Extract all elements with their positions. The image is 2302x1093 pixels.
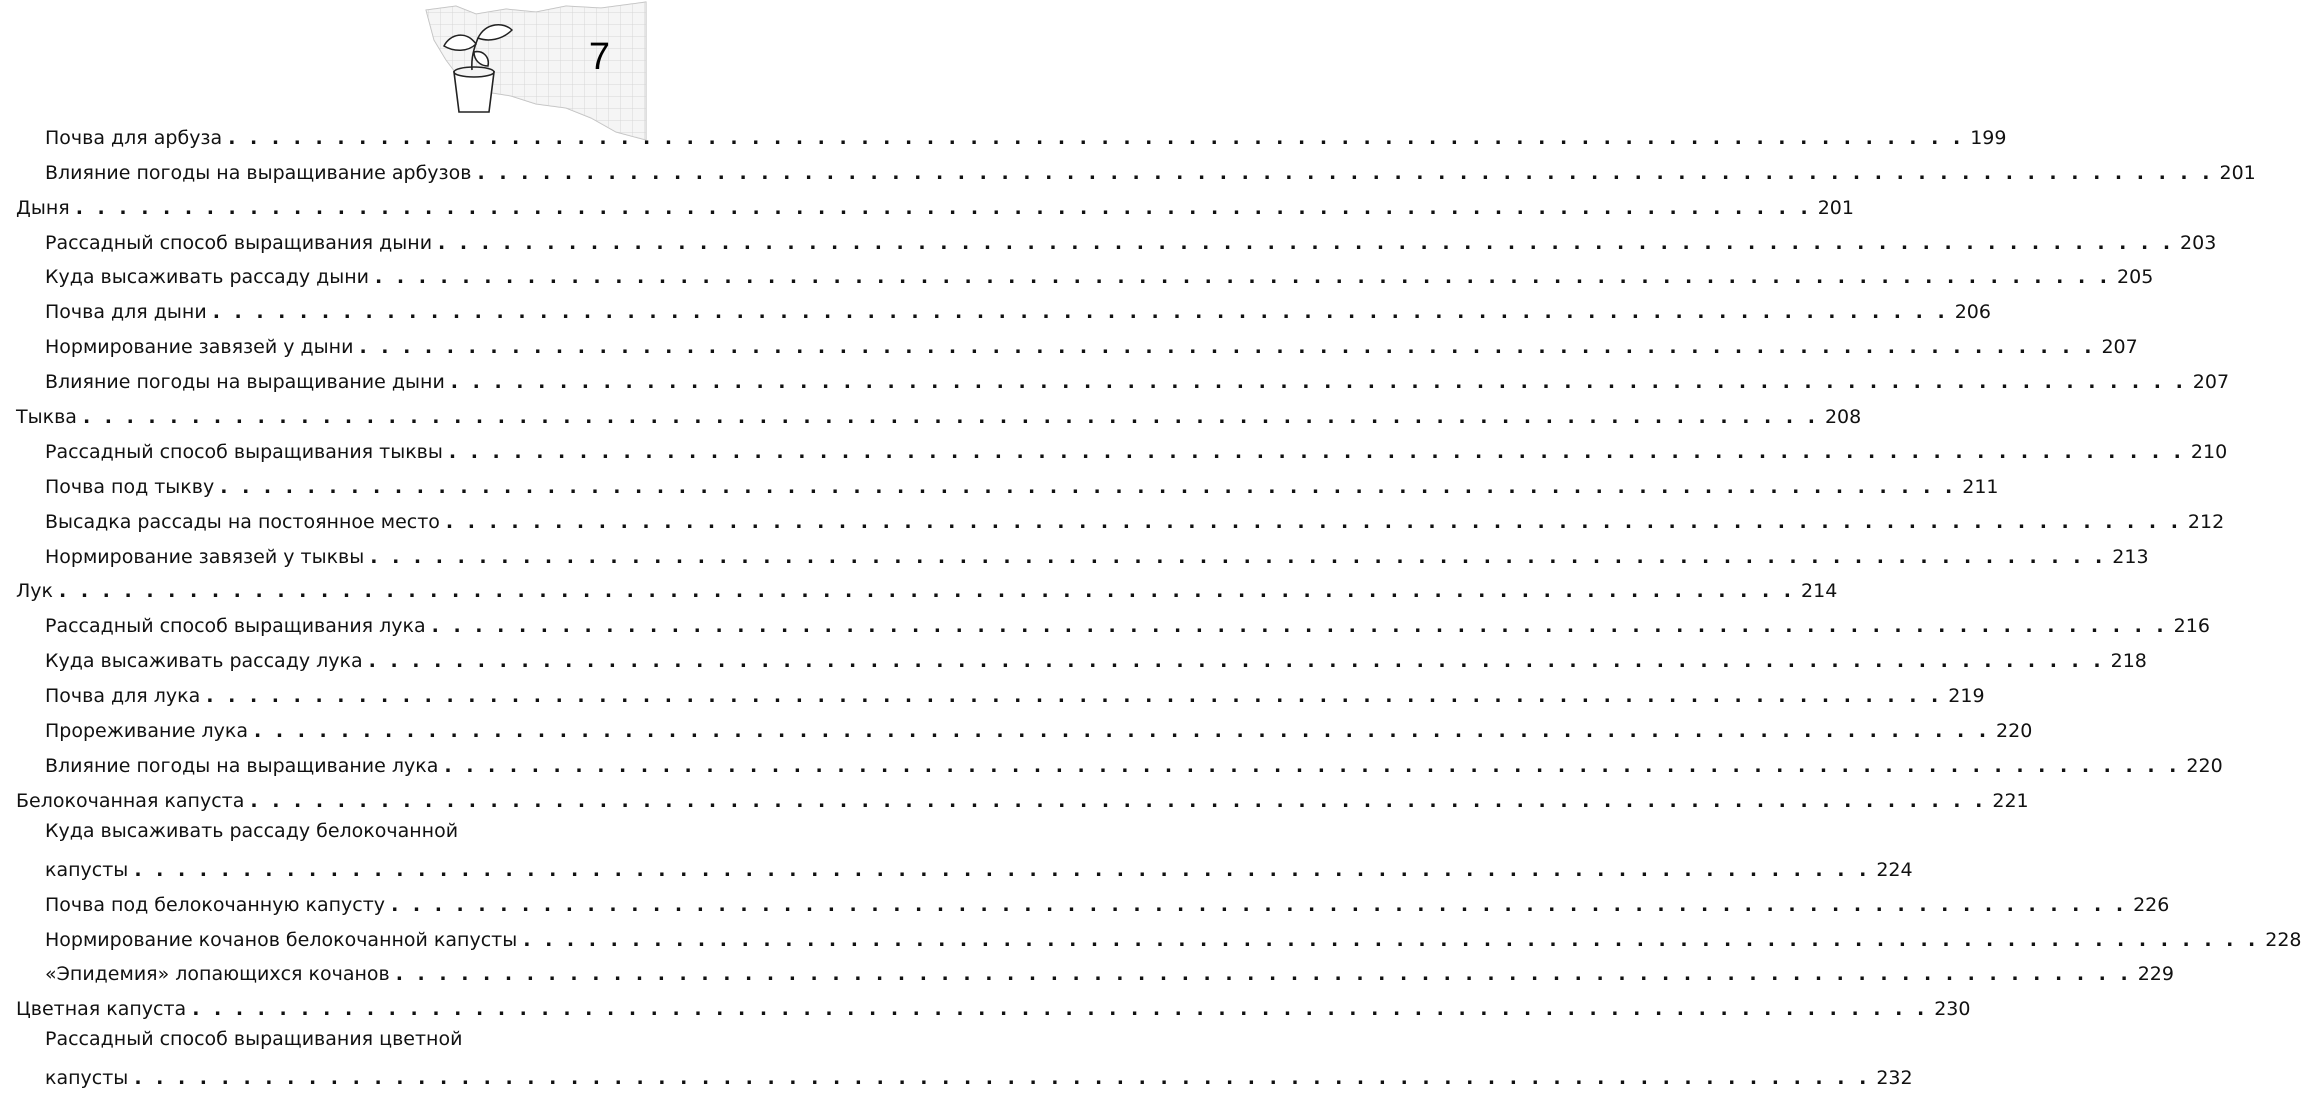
toc-entry-title: Влияние погоды на выращивание лука [45, 754, 439, 777]
toc-entry-title: Куда высаживать рассаду лука [45, 650, 363, 673]
toc-entry-page: 230 [1934, 998, 1971, 1021]
toc-entry-title: Влияние погоды на выращивание дыни [45, 371, 445, 394]
toc-entry-title: Почва под тыкву [45, 475, 215, 498]
dot-leader: . . . . . . . . . . . . . . . . . . . . . . . . . . . . . . . . . . . . . . . . . . . . . . . . . . . . . . . . . . . . . . . . . . . . . . . . . . . . . . . . [212, 301, 1949, 324]
toc-entry-title: Прореживание лука [45, 720, 249, 743]
dot-leader: . . . . . . . . . . . . . . . . . . . . . . . . . . . . . . . . . . . . . . . . . . . . . . . . . . . . . . . . . . . . . . . . . . . . . . . . . . . . . . . . [206, 685, 1943, 708]
dot-leader: . . . . . . . . . . . . . . . . . . . . . . . . . . . . . . . . . . . . . . . . . . . . . . . . . . . . . . . . . . . . . . . . . . . . . . . . . . . . . . . . [134, 1067, 1871, 1090]
dot-leader: . . . . . . . . . . . . . . . . . . . . . . . . . . . . . . . . . . . . . . . . . . . . . . . . . . . . . . . . . . . . . . . . . . . . . . . . . . . . . . . . [254, 720, 1991, 743]
toc-entry-title: Высадка рассады на постоянное место [45, 510, 440, 533]
toc-entry-page: 220 [1996, 720, 2033, 743]
toc-entry-title: Тыква [16, 406, 77, 429]
dot-leader: . . . . . . . . . . . . . . . . . . . . . . . . . . . . . . . . . . . . . . . . . . . . . . . . . . . . . . . . . . . . . . . . . . . . . . . . . . . . . . . . [220, 475, 1957, 498]
dot-leader: . . . . . . . . . . . . . . . . . . . . . . . . . . . . . . . . . . . . . . . . . . . . . . . . . . . . . . . . . . . . . . . . . . . . . . . . . . . . . . . . [134, 858, 1871, 881]
toc-entry-title: Рассадный способ выращивания цветной [45, 1028, 463, 1051]
toc-entry-title: Влияние погоды на выращивание арбузов [45, 161, 472, 184]
toc-entry-page: 218 [2110, 650, 2147, 673]
toc-entry-title: Дыня [16, 196, 70, 219]
toc-subsection [16, 746, 2223, 781]
toc-entry-page: 207 [2192, 371, 2230, 394]
toc-entry-page: 216 [2173, 615, 2210, 638]
toc-subsection [16, 258, 2154, 293]
toc-entry-page: 213 [2112, 545, 2149, 568]
dot-leader: . . . . . . . . . . . . . . . . . . . . . . . . . . . . . . . . . . . . . . . . . . . . . . . . . . . . . . . . . . . . . . . . . . . . . . . . . . . . . . . . [445, 510, 2182, 533]
toc-entry-page: 199 [1970, 126, 2007, 149]
toc-entry-title: Рассадный способ выращивания лука [45, 615, 426, 638]
table-of-contents [16, 118, 2302, 1093]
toc-entry-page: 201 [2219, 161, 2256, 184]
toc-entry-page: 229 [2137, 963, 2174, 986]
dot-leader: . . . . . . . . . . . . . . . . . . . . . . . . . . . . . . . . . . . . . . . . . . . . . . . . . . . . . . . . . . . . . . . . . . . . . . . . . . . . . . . . [75, 196, 1812, 219]
dot-leader: . . . . . . . . . . . . . . . . . . . . . . . . . . . . . . . . . . . . . . . . . . . . . . . . . . . . . . . . . . . . . . . . . . . . . . . . . . . . . . . . [250, 789, 1987, 812]
toc-entry-page: 219 [1948, 685, 1985, 708]
toc-entry-title: Нормирование завязей у дыни [45, 336, 354, 359]
dot-leader: . . . . . . . . . . . . . . . . . . . . . . . . . . . . . . . . . . . . . . . . . . . . . . . . . . . . . . . . . . . . . . . . . . . . . . . . . . . . . . . . [477, 161, 2214, 184]
toc-subsection [16, 606, 2210, 641]
toc-subsection [16, 502, 2225, 537]
toc-entry-page: 221 [1992, 789, 2029, 812]
dot-leader: . . . . . . . . . . . . . . . . . . . . . . . . . . . . . . . . . . . . . . . . . . . . . . . . . . . . . . . . . . . . . . . . . . . . . . . . . . . . . . . . [59, 580, 1796, 603]
toc-subsection [16, 362, 2230, 397]
dot-leader: . . . . . . . . . . . . . . . . . . . . . . . . . . . . . . . . . . . . . . . . . . . . . . . . . . . . . . . . . . . . . . . . . . . . . . . . . . . . . . . . [391, 893, 2128, 916]
toc-entry-title: Куда высаживать рассаду дыни [45, 266, 370, 289]
toc-entry-title: Рассадный способ выращивания дыни [45, 231, 433, 254]
dot-leader: . . . . . . . . . . . . . . . . . . . . . . . . . . . . . . . . . . . . . . . . . . . . . . . . . . . . . . . . . . . . . . . . . . . . . . . . . . . . . . . . [228, 126, 1965, 149]
toc-entry-page: 220 [2186, 754, 2223, 777]
toc-entry-title: Почва для арбуза [45, 126, 223, 149]
toc-entry-title: Цветная капуста [16, 998, 187, 1021]
dot-leader: . . . . . . . . . . . . . . . . . . . . . . . . . . . . . . . . . . . . . . . . . . . . . . . . . . . . . . . . . . . . . . . . . . . . . . . . . . . . . . . . [431, 615, 2168, 638]
toc-subsection [16, 432, 2228, 467]
toc-subsection [16, 920, 2302, 955]
toc-subsection [16, 641, 2147, 676]
toc-entry-title: Куда высаживать рассаду белокочанной [45, 819, 459, 842]
toc-subsection [16, 955, 2174, 990]
toc-entry-page: 201 [1817, 196, 1854, 219]
toc-entry-page: 232 [1876, 1067, 1913, 1090]
dot-leader: . . . . . . . . . . . . . . . . . . . . . . . . . . . . . . . . . . . . . . . . . . . . . . . . . . . . . . . . . . . . . . . . . . . . . . . . . . . . . . . . [438, 231, 2175, 254]
toc-entry-page: 208 [1824, 406, 1862, 429]
dot-leader: . . . . . . . . . . . . . . . . . . . . . . . . . . . . . . . . . . . . . . . . . . . . . . . . . . . . . . . . . . . . . . . . . . . . . . . . . . . . . . . . [359, 336, 2096, 359]
toc-entry-title: Нормирование завязей у тыквы [45, 545, 365, 568]
toc-entry-page: 203 [2180, 231, 2217, 254]
toc-entry-page: 228 [2265, 928, 2302, 951]
toc-entry-title: Нормирование кочанов белокочанной капусты [45, 928, 518, 951]
toc-entry-page: 205 [2117, 266, 2154, 289]
toc-entry-title: Белокочанная капуста [16, 789, 245, 812]
dot-leader: . . . . . . . . . . . . . . . . . . . . . . . . . . . . . . . . . . . . . . . . . . . . . . . . . . . . . . . . . . . . . . . . . . . . . . . . . . . . . . . . [82, 406, 1819, 429]
toc-section [16, 397, 1862, 432]
page-number: 7 [588, 36, 610, 78]
toc-entry-title-continued: капусты [45, 1067, 129, 1090]
toc-subsection [16, 816, 1913, 885]
toc-entry-title: Лук [16, 580, 54, 603]
dot-leader: . . . . . . . . . . . . . . . . . . . . . . . . . . . . . . . . . . . . . . . . . . . . . . . . . . . . . . . . . . . . . . . . . . . . . . . . . . . . . . . . [370, 545, 2107, 568]
toc-entry-page: 211 [1962, 475, 1999, 498]
toc-subsection [16, 467, 1999, 502]
toc-entry-page: 226 [2133, 893, 2170, 916]
toc-subsection [16, 711, 2033, 746]
toc-section [16, 781, 2029, 816]
toc-entry-page: 224 [1876, 858, 1913, 881]
dot-leader: . . . . . . . . . . . . . . . . . . . . . . . . . . . . . . . . . . . . . . . . . . . . . . . . . . . . . . . . . . . . . . . . . . . . . . . . . . . . . . . . [368, 650, 2105, 673]
toc-subsection [16, 676, 1985, 711]
toc-subsection [16, 153, 2256, 188]
dot-leader: . . . . . . . . . . . . . . . . . . . . . . . . . . . . . . . . . . . . . . . . . . . . . . . . . . . . . . . . . . . . . . . . . . . . . . . . . . . . . . . . [523, 928, 2260, 951]
toc-subsection [16, 1024, 1913, 1093]
toc-entry-title-continued: капусты [45, 858, 129, 881]
toc-subsection [16, 885, 2170, 920]
toc-entry-page: 214 [1801, 580, 1838, 603]
toc-entry-title: Рассадный способ выращивания тыквы [45, 440, 443, 463]
toc-subsection [16, 223, 2217, 258]
dot-leader: . . . . . . . . . . . . . . . . . . . . . . . . . . . . . . . . . . . . . . . . . . . . . . . . . . . . . . . . . . . . . . . . . . . . . . . . . . . . . . . . [375, 266, 2112, 289]
toc-entry-title: Почва под белокочанную капусту [45, 893, 386, 916]
dot-leader: . . . . . . . . . . . . . . . . . . . . . . . . . . . . . . . . . . . . . . . . . . . . . . . . . . . . . . . . . . . . . . . . . . . . . . . . . . . . . . . . [192, 998, 1929, 1021]
toc-entry-page: 210 [2190, 440, 2228, 463]
toc-section [16, 572, 1838, 607]
toc-entry-title: «Эпидемия» лопающихся кочанов [45, 963, 390, 986]
toc-entry-page: 207 [2101, 336, 2138, 359]
toc-subsection [16, 292, 1991, 327]
dot-leader: . . . . . . . . . . . . . . . . . . . . . . . . . . . . . . . . . . . . . . . . . . . . . . . . . . . . . . . . . . . . . . . . . . . . . . . . . . . . . . . . [444, 754, 2181, 777]
toc-entry-title: Почва для дыни [45, 301, 207, 324]
toc-section [16, 989, 1971, 1024]
toc-subsection [16, 537, 2149, 572]
dot-leader: . . . . . . . . . . . . . . . . . . . . . . . . . . . . . . . . . . . . . . . . . . . . . . . . . . . . . . . . . . . . . . . . . . . . . . . . . . . . . . . . [450, 371, 2187, 394]
dot-leader: . . . . . . . . . . . . . . . . . . . . . . . . . . . . . . . . . . . . . . . . . . . . . . . . . . . . . . . . . . . . . . . . . . . . . . . . . . . . . . . . [395, 963, 2132, 986]
toc-subsection [16, 118, 2007, 153]
toc-subsection [16, 327, 2138, 362]
toc-entry-title: Почва для лука [45, 685, 201, 708]
dot-leader: . . . . . . . . . . . . . . . . . . . . . . . . . . . . . . . . . . . . . . . . . . . . . . . . . . . . . . . . . . . . . . . . . . . . . . . . . . . . . . . . [448, 440, 2185, 463]
toc-entry-page: 212 [2187, 510, 2225, 533]
toc-entry-page: 206 [1954, 301, 1991, 324]
toc-section [16, 188, 1854, 223]
